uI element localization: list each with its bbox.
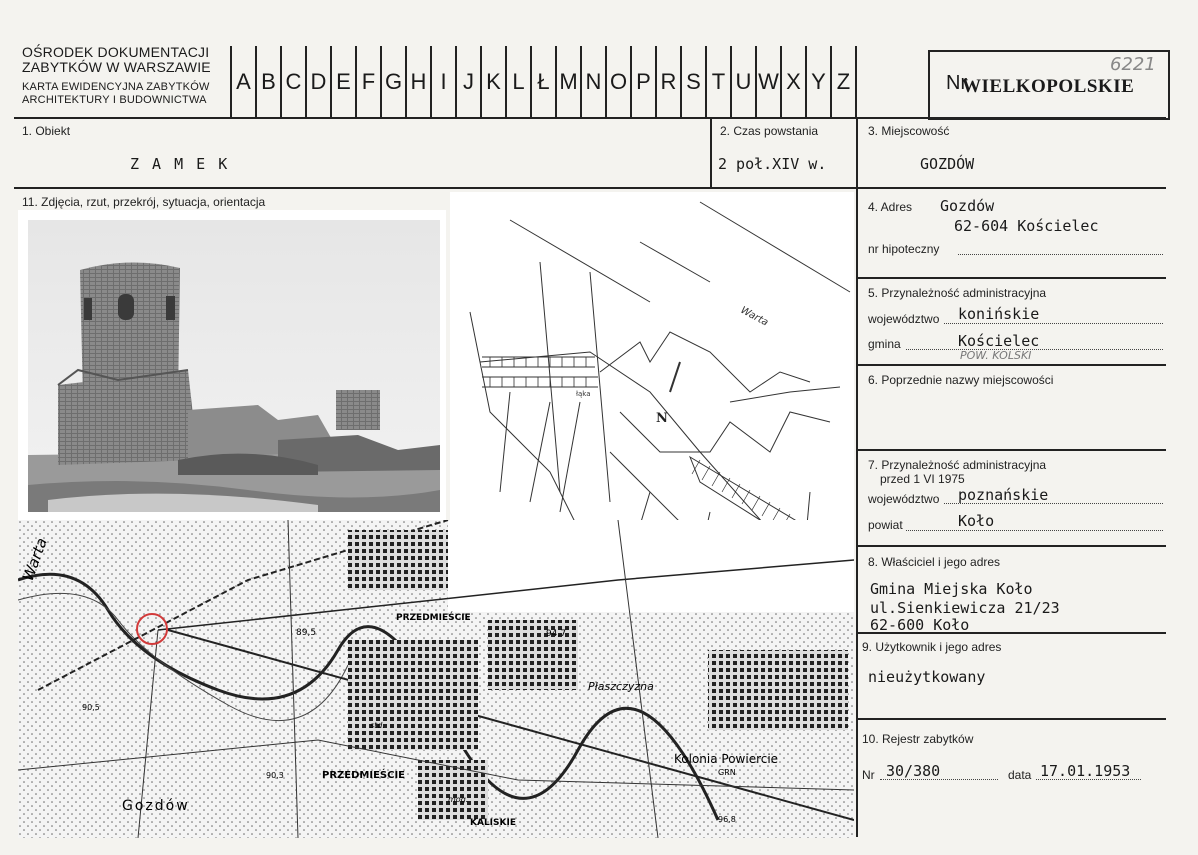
nr-label: Nr bbox=[946, 72, 968, 94]
index-letter: Y bbox=[805, 46, 830, 118]
locality-value: GOZDÓW bbox=[920, 155, 975, 173]
alphabet-index bbox=[230, 46, 857, 118]
owner-line2: ul.Sienkiewicza 21/23 bbox=[870, 599, 1060, 617]
owner-line1: Gmina Miejska Koło bbox=[870, 580, 1033, 598]
field-11-label: 11. Zdjęcia, rzut, przekrój, sytuacja, orientacja bbox=[22, 195, 266, 209]
object-value: Z A M E K bbox=[130, 155, 230, 173]
field-2-label: 2. Czas powstania bbox=[720, 124, 819, 138]
rule-col-a bbox=[710, 117, 712, 188]
rule-6 bbox=[856, 449, 1166, 451]
commune-note: POW. KOLSKI bbox=[960, 349, 1032, 362]
field-3-label: 3. Miejscowość bbox=[868, 124, 950, 138]
index-letter: S bbox=[680, 46, 705, 118]
index-letter: L bbox=[505, 46, 530, 118]
index-letter: M bbox=[555, 46, 580, 118]
index-letter: Ł bbox=[530, 46, 555, 118]
rule-col-b bbox=[856, 117, 858, 837]
owner-line3: 62-600 Koło bbox=[870, 616, 970, 634]
commune-value: Kościelec bbox=[958, 332, 1040, 350]
register-nr-label: Nr bbox=[862, 768, 875, 782]
voivodeship-value: konińskie bbox=[958, 305, 1040, 323]
index-letter: J bbox=[455, 46, 480, 118]
commune-label: gmina bbox=[868, 337, 901, 351]
institution-line: ZABYTKÓW W WARSZAWIE bbox=[22, 59, 211, 75]
index-letter: T bbox=[705, 46, 730, 118]
field-4-label: 4. Adres bbox=[868, 200, 913, 214]
index-letter: E bbox=[330, 46, 355, 118]
map-label-std: std. bbox=[370, 721, 385, 730]
old-voivodeship-dots bbox=[944, 503, 1163, 504]
map-label-kolonia: Kolonia Powiercie bbox=[674, 752, 779, 766]
index-letter: P bbox=[630, 46, 655, 118]
mortgage-dots bbox=[958, 254, 1163, 255]
address-line1: Gozdów bbox=[940, 197, 995, 215]
topographic-map-drawing bbox=[18, 520, 854, 838]
field-5-label: 5. Przynależność administracyjna bbox=[868, 286, 1047, 300]
field-7-sublabel: przed 1 VI 1975 bbox=[880, 472, 965, 486]
field-10-label: 10. Rejestr zabytków bbox=[862, 732, 974, 746]
register-date-value: 17.01.1953 bbox=[1040, 762, 1131, 780]
old-voivodeship-value: poznańskie bbox=[958, 486, 1049, 504]
index-letter: G bbox=[380, 46, 405, 118]
field-9-label: 9. Użytkownik i jego adres bbox=[862, 640, 1002, 654]
map-label-przedmiescie-bottom: PRZEDMIEŚCIE bbox=[322, 770, 406, 781]
register-date-label: data bbox=[1008, 768, 1032, 782]
card-type-line: ARCHITEKTURY I BUDOWNICTWA bbox=[22, 94, 207, 106]
index-letter: N bbox=[580, 46, 605, 118]
index-letter: Z bbox=[830, 46, 857, 118]
index-letter: A bbox=[230, 46, 255, 118]
county-label: powiat bbox=[868, 518, 903, 532]
field-8-label: 8. Właściciel i jego adres bbox=[868, 555, 1001, 569]
castle-photo bbox=[18, 210, 446, 520]
voivodeship-label: województwo bbox=[868, 312, 940, 326]
institution-line: OŚRODEK DOKUMENTACJI bbox=[22, 44, 210, 60]
plan-river-label: Warta bbox=[738, 304, 770, 329]
user-value: nieużytkowany bbox=[868, 668, 986, 686]
map-label-elev-895: 89,5 bbox=[296, 628, 317, 638]
map-label-elev-905: 90,5 bbox=[82, 703, 100, 712]
date-value: 2 poł.XIV w. bbox=[718, 155, 827, 173]
map-label-elev-903: 90,3 bbox=[266, 771, 284, 780]
card-type bbox=[22, 81, 210, 107]
index-letter: K bbox=[480, 46, 505, 118]
map-label-kaliskie: KALISKIE bbox=[470, 818, 516, 828]
map-label-grn: GRN bbox=[718, 768, 736, 777]
map-label-przedmiescie-top: PRZEDMIEŚCIE bbox=[396, 613, 471, 623]
index-letter: B bbox=[255, 46, 280, 118]
county-value: Koło bbox=[958, 512, 995, 530]
map-label-warta: Warta bbox=[18, 535, 51, 584]
number-box bbox=[928, 50, 1170, 120]
commune-dots bbox=[906, 349, 1163, 350]
institution-name bbox=[22, 45, 211, 75]
plan-small-label: łąka bbox=[576, 390, 591, 398]
handwritten-number: 6221 bbox=[1110, 54, 1156, 75]
topographic-map bbox=[18, 520, 854, 838]
region-stamp: WIELKOPOLSKIE bbox=[962, 76, 1135, 97]
map-label-plaszczyzna: Płaszczyzna bbox=[588, 680, 654, 693]
rule-4 bbox=[856, 277, 1166, 279]
field-1-label: 1. Obiekt bbox=[22, 124, 71, 138]
mortgage-label: nr hipoteczny bbox=[868, 242, 940, 256]
register-nr-dots bbox=[880, 779, 998, 780]
county-dots bbox=[906, 530, 1163, 531]
card-type-line: KARTA EWIDENCYJNA ZABYTKÓW bbox=[22, 81, 210, 93]
rule-9 bbox=[856, 718, 1166, 720]
index-letter: X bbox=[780, 46, 805, 118]
old-voivodeship-label: województwo bbox=[868, 492, 940, 506]
rule-7 bbox=[856, 545, 1166, 547]
voivodeship-dots bbox=[944, 323, 1163, 324]
address-line2: 62-604 Kościelec bbox=[954, 217, 1099, 235]
map-label-elev-947: 94,7 bbox=[546, 629, 567, 639]
index-letter: O bbox=[605, 46, 630, 118]
castle-ruin-image bbox=[18, 210, 446, 520]
index-letter: D bbox=[305, 46, 330, 118]
plan-north-label: N bbox=[656, 411, 668, 426]
rule-header bbox=[14, 117, 1166, 119]
index-letter: U bbox=[730, 46, 755, 118]
index-letter: F bbox=[355, 46, 380, 118]
index-letter: R bbox=[655, 46, 680, 118]
map-label-gozdow: Gozdów bbox=[122, 798, 190, 814]
register-nr-value: 30/380 bbox=[886, 762, 941, 780]
register-date-dots bbox=[1036, 779, 1141, 780]
index-letter: H bbox=[405, 46, 430, 118]
index-letter: W bbox=[755, 46, 780, 118]
field-6-label: 6. Poprzednie nazwy miejscowości bbox=[868, 373, 1054, 387]
field-7-label: 7. Przynależność administracyjna bbox=[868, 458, 1047, 472]
rule-row1 bbox=[14, 187, 1166, 189]
index-letter: I bbox=[430, 46, 455, 118]
map-label-mog: mog. bbox=[448, 795, 469, 804]
index-letter: C bbox=[280, 46, 305, 118]
rule-5 bbox=[856, 364, 1166, 366]
map-label-elev-968: 96,8 bbox=[718, 815, 736, 824]
